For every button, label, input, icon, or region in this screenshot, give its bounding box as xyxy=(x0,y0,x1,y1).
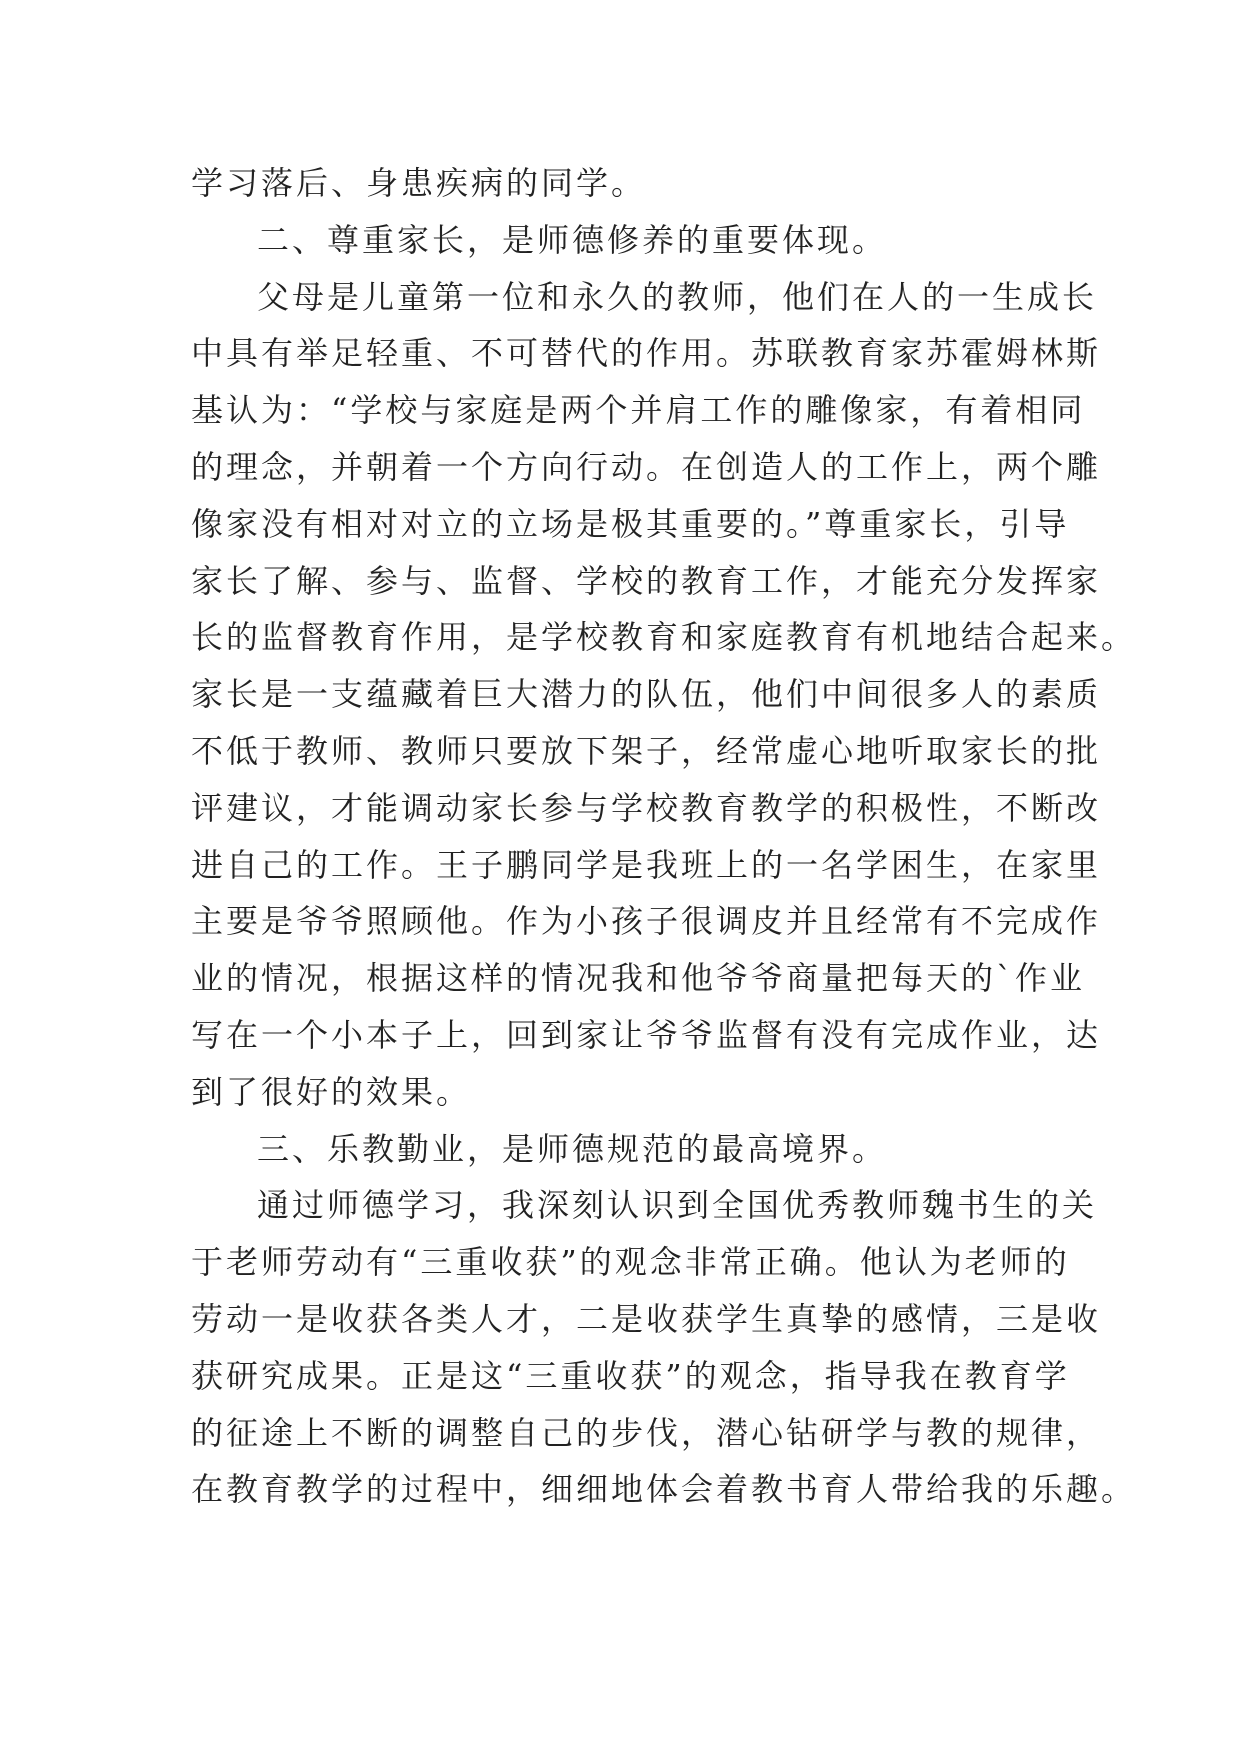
text-line: 学习落后、身患疾病的同学。 xyxy=(191,164,647,202)
text-line: 的征途上不断的调整自己的步伐，潜心钻研学与教的规律， xyxy=(191,1413,1102,1452)
text-line: 中具有举足轻重、不可替代的作用。苏联教育家苏霍姆林斯 xyxy=(191,334,1102,373)
text-line: 评建议，才能调动家长参与学校教育教学的积极性，不断改 xyxy=(191,788,1102,827)
text-line: 通过师德学习，我深刻认识到全国优秀教师魏书生的关 xyxy=(257,1186,1098,1225)
text-line: 劳动一是收获各类人才，二是收获学生真挚的感情，三是收 xyxy=(191,1299,1102,1338)
text-line: 长的监督教育作用，是学校教育和家庭教育有机地结合起来。 xyxy=(191,618,1137,657)
text-line: 的理念，并朝着一个方向行动。在创造人的工作上，两个雕 xyxy=(191,447,1102,486)
text-line: 不低于教师、教师只要放下架子，经常虚心地听取家长的批 xyxy=(191,731,1102,770)
text-line: 父母是儿童第一位和永久的教师，他们在人的一生成长 xyxy=(257,277,1098,316)
text-line: 基认为：“学校与家庭是两个并肩工作的雕像家，有着相同 xyxy=(191,391,1086,430)
text-line: 获研究成果。正是这“三重收获”的观念，指导我在教育学 xyxy=(191,1356,1070,1395)
text-line: 写在一个小本子上，回到家让爷爷监督有没有完成作业，达 xyxy=(191,1015,1102,1054)
text-line: 像家没有相对对立的立场是极其重要的。”尊重家长，引导 xyxy=(191,504,1070,543)
document-body xyxy=(191,155,1137,1518)
text-line: 业的情况，根据这样的情况我和他爷爷商量把每天的`作业 xyxy=(191,959,1086,998)
text-line: 主要是爷爷照顾他。作为小孩子很调皮并且经常有不完成作 xyxy=(191,902,1102,941)
text-line: 到了很好的效果。 xyxy=(191,1072,472,1111)
text-line: 家长是一支蕴藏着巨大潜力的队伍，他们中间很多人的素质 xyxy=(191,675,1102,714)
text-line: 进自己的工作。王子鹏同学是我班上的一名学困生，在家里 xyxy=(191,845,1102,884)
text-line: 于老师劳动有“三重收获”的观念非常正确。他认为老师的 xyxy=(191,1243,1070,1282)
text-line: 家长了解、参与、监督、学校的教育工作，才能充分发挥家 xyxy=(191,561,1102,600)
section-heading-3: 三、乐教勤业，是师德规范的最高境界。 xyxy=(257,1129,888,1168)
section-heading-2: 二、尊重家长，是师德修养的重要体现。 xyxy=(257,220,888,259)
text-line: 在教育教学的过程中，细细地体会着教书育人带给我的乐趣。 xyxy=(191,1470,1137,1509)
